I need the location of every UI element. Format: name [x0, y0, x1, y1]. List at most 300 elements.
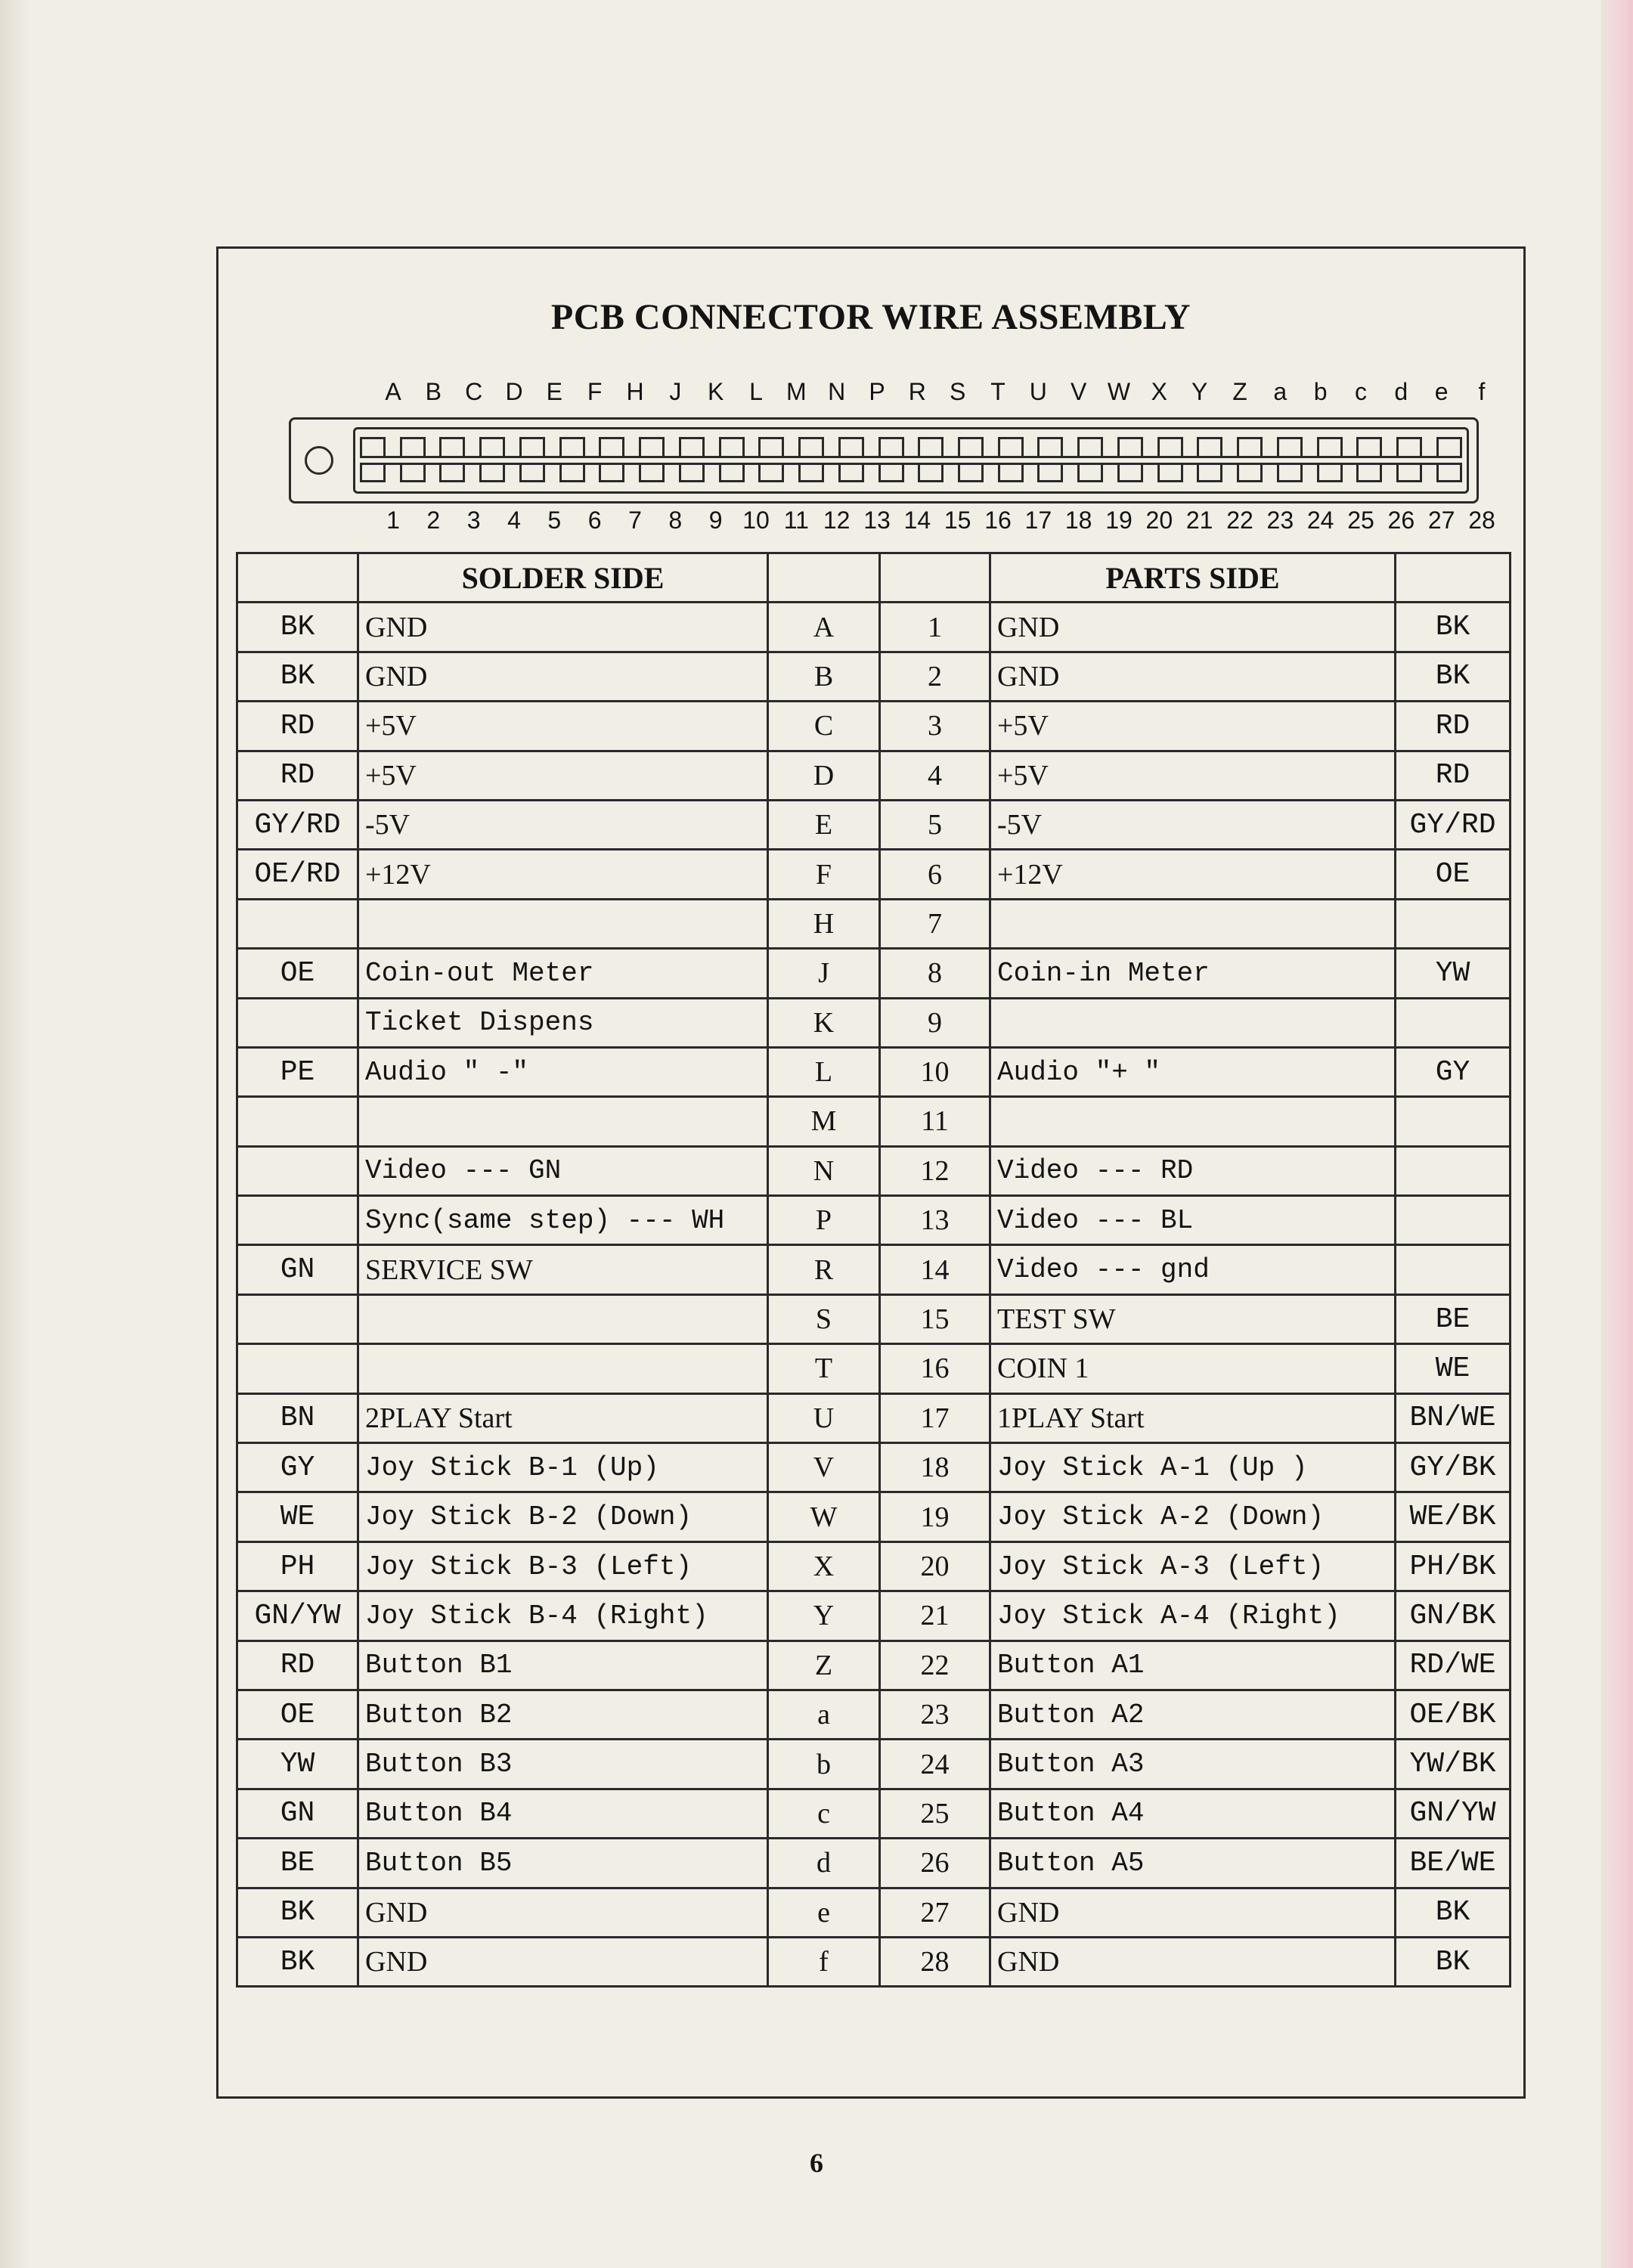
parts-function: Button A1 — [990, 1641, 1396, 1690]
parts-function: +12V — [990, 850, 1396, 899]
connector-pin — [1396, 437, 1422, 457]
pin-letter: K — [768, 998, 880, 1047]
connector-letter-label: V — [1070, 378, 1087, 405]
pin-letter: U — [768, 1393, 880, 1442]
parts-function: Button A3 — [990, 1740, 1396, 1789]
connector-pin — [798, 437, 824, 457]
connector-letter-label: L — [749, 378, 763, 405]
connector-letter-label: e — [1434, 378, 1449, 405]
parts-wire-color — [1396, 1196, 1511, 1245]
connector-pin — [439, 463, 465, 482]
pin-letter: L — [768, 1047, 880, 1096]
connector-number-label: 20 — [1145, 507, 1173, 534]
connector-pin — [679, 463, 705, 482]
table-row — [237, 1641, 1511, 1690]
connector-letter-label: H — [626, 378, 644, 405]
connector-pin — [1237, 437, 1263, 457]
solder-wire-color: GY/RD — [237, 800, 358, 849]
solder-function: -5V — [358, 800, 768, 849]
parts-function: Button A2 — [990, 1690, 1396, 1739]
parts-function: 1PLAY Start — [990, 1393, 1396, 1442]
connector-number-label: 9 — [708, 507, 723, 534]
connector-number-label: 2 — [426, 507, 441, 534]
solder-wire-color: RD — [237, 1641, 358, 1690]
connector-pin — [599, 437, 624, 457]
parts-wire-color: OE — [1396, 850, 1511, 899]
parts-wire-color: GY — [1396, 1047, 1511, 1096]
table-row — [237, 1888, 1511, 1937]
pin-number: 15 — [880, 1294, 990, 1343]
connector-pin — [798, 463, 824, 482]
connector-pin — [1037, 463, 1063, 482]
table-row — [237, 1740, 1511, 1789]
solder-wire-color — [237, 1196, 358, 1245]
connector-pin — [1197, 463, 1222, 482]
connector-pin — [958, 463, 984, 482]
connector-pin — [559, 437, 585, 457]
pin-number: 20 — [880, 1541, 990, 1591]
solder-function: Coin-out Meter — [358, 949, 768, 998]
parts-wire-color: OE/BK — [1396, 1690, 1511, 1739]
connector-pin — [360, 437, 386, 457]
connector-number-label: 16 — [984, 507, 1012, 534]
table-row — [237, 1690, 1511, 1739]
solder-function: Audio " -" — [358, 1047, 768, 1096]
parts-wire-color — [1396, 1245, 1511, 1294]
solder-wire-color: GN/YW — [237, 1591, 358, 1641]
connector-pin — [719, 437, 745, 457]
solder-wire-color: YW — [237, 1740, 358, 1789]
connector-pin — [838, 437, 864, 457]
pin-number: 7 — [880, 899, 990, 948]
pin-number: 6 — [880, 850, 990, 899]
pin-letter: J — [768, 949, 880, 998]
pin-letter: X — [768, 1541, 880, 1591]
connector-letter-label: D — [505, 378, 523, 405]
header-blank — [237, 553, 358, 603]
pin-number: 2 — [880, 652, 990, 701]
connector-number-label: 15 — [944, 507, 971, 534]
solder-wire-color: WE — [237, 1492, 358, 1541]
solder-wire-color — [237, 1294, 358, 1343]
pin-letter: Y — [768, 1591, 880, 1641]
solder-function: Button B4 — [358, 1789, 768, 1838]
connector-letter-label: U — [1029, 378, 1047, 405]
solder-wire-color: BE — [237, 1839, 358, 1888]
pin-letter: f — [768, 1937, 880, 1986]
connector-number-label: 17 — [1024, 507, 1052, 534]
header-blank — [880, 553, 990, 603]
pin-letter: E — [768, 800, 880, 849]
solder-function — [358, 899, 768, 948]
parts-wire-color: WE/BK — [1396, 1492, 1511, 1541]
connector-number-labels — [386, 507, 1495, 540]
table-row — [237, 1196, 1511, 1245]
parts-function: GND — [990, 603, 1396, 652]
connector-pin — [559, 463, 585, 482]
pin-letter: e — [768, 1888, 880, 1937]
solder-wire-color — [237, 1344, 358, 1393]
connector-letter-labels — [385, 378, 1486, 411]
connector-letter-label: W — [1107, 378, 1131, 405]
connector-number-label: 18 — [1064, 507, 1092, 534]
connector-pin — [479, 437, 505, 457]
solder-function — [358, 1344, 768, 1393]
connector-pin — [1277, 463, 1303, 482]
connector-pin — [838, 463, 864, 482]
connector-pins-top — [360, 437, 1462, 458]
connector-number-label: 19 — [1105, 507, 1133, 534]
solder-function: +12V — [358, 850, 768, 899]
table-row — [237, 1393, 1511, 1442]
parts-wire-color — [1396, 1146, 1511, 1195]
parts-wire-color: RD — [1396, 702, 1511, 751]
table-row — [237, 1839, 1511, 1888]
connector-pin — [1317, 463, 1343, 482]
connector-pin — [1117, 463, 1143, 482]
page-number: 6 — [810, 2148, 823, 2178]
table-row — [237, 1492, 1511, 1541]
connector-letter-label: R — [908, 378, 926, 405]
pin-letter: D — [768, 751, 880, 800]
pin-number: 10 — [880, 1047, 990, 1096]
solder-wire-color — [237, 1097, 358, 1146]
connector-pin — [998, 437, 1024, 457]
connector-pin — [639, 463, 665, 482]
pin-letter: A — [768, 603, 880, 652]
pin-number: 22 — [880, 1641, 990, 1690]
connector-pin — [400, 437, 426, 457]
parts-function: Video --- BL — [990, 1196, 1396, 1245]
solder-function: +5V — [358, 702, 768, 751]
parts-wire-color: YW/BK — [1396, 1740, 1511, 1789]
pin-number: 17 — [880, 1393, 990, 1442]
table-row — [237, 1591, 1511, 1641]
solder-function: Video --- GN — [358, 1146, 768, 1195]
connector-pin — [878, 463, 904, 482]
solder-function — [358, 1097, 768, 1146]
pin-number: 26 — [880, 1839, 990, 1888]
connector-pin — [1157, 463, 1183, 482]
solder-wire-color: OE — [237, 1690, 358, 1739]
table-row — [237, 1541, 1511, 1591]
parts-wire-color — [1396, 1097, 1511, 1146]
connector-pin — [360, 463, 386, 482]
pin-letter: R — [768, 1245, 880, 1294]
pin-number: 14 — [880, 1245, 990, 1294]
parts-function — [990, 899, 1396, 948]
pin-number: 16 — [880, 1344, 990, 1393]
pin-number: 13 — [880, 1196, 990, 1245]
connector-number-label: 12 — [823, 507, 851, 534]
connector-letter-label: Z — [1232, 378, 1247, 405]
connector-number-label: 23 — [1266, 507, 1294, 534]
connector-pin — [758, 463, 784, 482]
mounting-hole — [305, 446, 333, 475]
pin-number: 8 — [880, 949, 990, 998]
solder-wire-color: PE — [237, 1047, 358, 1096]
connector-pin — [1277, 437, 1303, 457]
connector-letter-label: b — [1313, 378, 1328, 405]
connector-pin — [1077, 437, 1103, 457]
solder-wire-color: BK — [237, 652, 358, 701]
pin-number: 23 — [880, 1690, 990, 1739]
parts-wire-color: WE — [1396, 1344, 1511, 1393]
connector-number-label: 28 — [1468, 507, 1495, 534]
connector-pin — [519, 437, 545, 457]
pin-number: 1 — [880, 603, 990, 652]
pin-number: 24 — [880, 1740, 990, 1789]
connector-body — [353, 427, 1469, 494]
parts-function: Audio "+ " — [990, 1047, 1396, 1096]
pin-number: 21 — [880, 1591, 990, 1641]
table-row — [237, 1443, 1511, 1492]
connector-pin — [479, 463, 505, 482]
table-row — [237, 800, 1511, 849]
connector-number-label: 10 — [742, 507, 770, 534]
parts-wire-color: RD — [1396, 751, 1511, 800]
pin-number: 4 — [880, 751, 990, 800]
page-edge — [1601, 0, 1633, 2268]
connector-number-label: 25 — [1347, 507, 1374, 534]
pin-letter: Z — [768, 1641, 880, 1690]
solder-function: Sync(same step) --- WH — [358, 1196, 768, 1245]
parts-wire-color: BE — [1396, 1294, 1511, 1343]
connector-pin — [1037, 437, 1063, 457]
connector-letter-label: M — [786, 378, 807, 405]
solder-function: Joy Stick B-4 (Right) — [358, 1591, 768, 1641]
connector-number-label: 26 — [1387, 507, 1415, 534]
parts-wire-color: PH/BK — [1396, 1541, 1511, 1591]
solder-wire-color: GN — [237, 1245, 358, 1294]
parts-wire-color: GN/BK — [1396, 1591, 1511, 1641]
pin-number: 19 — [880, 1492, 990, 1541]
table-header-row — [237, 553, 1511, 603]
pin-letter: T — [768, 1344, 880, 1393]
connector-letter-label: c — [1355, 378, 1367, 405]
connector-letter-label: a — [1273, 378, 1287, 405]
solder-wire-color: RD — [237, 702, 358, 751]
parts-wire-color: RD/WE — [1396, 1641, 1511, 1690]
connector-pin — [758, 437, 784, 457]
solder-side-header: SOLDER SIDE — [358, 553, 768, 603]
solder-function — [358, 1294, 768, 1343]
connector-pin — [719, 463, 745, 482]
parts-function — [990, 998, 1396, 1047]
connector-pins-bottom — [360, 463, 1462, 484]
connector-letter-label: F — [587, 378, 603, 405]
solder-wire-color — [237, 1146, 358, 1195]
connector-pin — [1436, 463, 1462, 482]
connector-pin — [1356, 463, 1382, 482]
solder-function: GND — [358, 1888, 768, 1937]
connector-pin — [679, 437, 705, 457]
parts-wire-color: BK — [1396, 652, 1511, 701]
connector-pin — [439, 437, 465, 457]
connector-pin — [958, 437, 984, 457]
table-row — [237, 751, 1511, 800]
solder-wire-color: OE/RD — [237, 850, 358, 899]
solder-function: SERVICE SW — [358, 1245, 768, 1294]
table-row — [237, 603, 1511, 652]
table-row — [237, 1245, 1511, 1294]
solder-function: Joy Stick B-1 (Up) — [358, 1443, 768, 1492]
connector-number-label: 3 — [466, 507, 481, 534]
connector-number-label: 8 — [668, 507, 683, 534]
connector-letter-label: d — [1394, 378, 1408, 405]
table-row — [237, 1146, 1511, 1195]
connector-pin — [1436, 437, 1462, 457]
connector-number-label: 27 — [1427, 507, 1455, 534]
header-blank — [768, 553, 880, 603]
connector-pin — [1117, 437, 1143, 457]
solder-wire-color: RD — [237, 751, 358, 800]
solder-function: +5V — [358, 751, 768, 800]
connector-letter-label: S — [949, 378, 966, 405]
pin-number: 9 — [880, 998, 990, 1047]
connector-pin — [400, 463, 426, 482]
parts-wire-color — [1396, 899, 1511, 948]
solder-function: Joy Stick B-2 (Down) — [358, 1492, 768, 1541]
header-blank — [1396, 553, 1511, 603]
connector-letter-label: Y — [1191, 378, 1208, 405]
connector-number-label: 21 — [1185, 507, 1213, 534]
parts-wire-color: BK — [1396, 1937, 1511, 1986]
connector-letter-label: B — [425, 378, 442, 405]
connector-number-label: 7 — [628, 507, 642, 534]
pin-number: 11 — [880, 1097, 990, 1146]
parts-wire-color: BE/WE — [1396, 1839, 1511, 1888]
connector-pin — [519, 463, 545, 482]
table-row — [237, 1937, 1511, 1986]
solder-wire-color — [237, 899, 358, 948]
parts-function — [990, 1097, 1396, 1146]
solder-function: 2PLAY Start — [358, 1393, 768, 1442]
connector-number-label: 1 — [386, 507, 400, 534]
parts-function: Button A4 — [990, 1789, 1396, 1838]
solder-function: Ticket Dispens — [358, 998, 768, 1047]
parts-function: Video --- gnd — [990, 1245, 1396, 1294]
connector-letter-label: T — [990, 378, 1006, 405]
pin-letter: d — [768, 1839, 880, 1888]
pin-letter: B — [768, 652, 880, 701]
connector-number-label: 24 — [1306, 507, 1334, 534]
parts-function: Video --- RD — [990, 1146, 1396, 1195]
table-row — [237, 1047, 1511, 1096]
parts-function: GND — [990, 1937, 1396, 1986]
table-row — [237, 702, 1511, 751]
connector-pin — [1356, 437, 1382, 457]
parts-wire-color: BN/WE — [1396, 1393, 1511, 1442]
table-row — [237, 1294, 1511, 1343]
connector-pin — [1157, 437, 1183, 457]
pin-number: 27 — [880, 1888, 990, 1937]
pin-number: 3 — [880, 702, 990, 751]
solder-wire-color: BK — [237, 1937, 358, 1986]
connector-pin — [878, 437, 904, 457]
parts-function: COIN 1 — [990, 1344, 1396, 1393]
connector-letter-label: E — [546, 378, 562, 405]
solder-wire-color: OE — [237, 949, 358, 998]
parts-function: Joy Stick A-2 (Down) — [990, 1492, 1396, 1541]
connector-pin — [998, 463, 1024, 482]
connector-pin — [1197, 437, 1222, 457]
edge-connector-diagram — [289, 417, 1479, 503]
pin-letter: C — [768, 702, 880, 751]
connector-letter-label: C — [465, 378, 483, 405]
solder-function: Button B1 — [358, 1641, 768, 1690]
connector-number-label: 5 — [547, 507, 562, 534]
connector-pin — [639, 437, 665, 457]
table-row — [237, 652, 1511, 701]
pin-letter: W — [768, 1492, 880, 1541]
connector-number-label: 6 — [587, 507, 602, 534]
pin-letter: F — [768, 850, 880, 899]
connector-letter-label: N — [828, 378, 846, 405]
parts-wire-color — [1396, 998, 1511, 1047]
table-row — [237, 1097, 1511, 1146]
connector-pin — [1077, 463, 1103, 482]
solder-wire-color: PH — [237, 1541, 358, 1591]
connector-letter-label: X — [1151, 378, 1167, 405]
connector-number-label: 14 — [903, 507, 931, 534]
pin-letter: c — [768, 1789, 880, 1838]
parts-function: Joy Stick A-1 (Up ) — [990, 1443, 1396, 1492]
solder-function: GND — [358, 652, 768, 701]
connector-letter-label: K — [707, 378, 724, 405]
connector-letter-label: J — [669, 378, 682, 405]
table-row — [237, 899, 1511, 948]
pin-letter: S — [768, 1294, 880, 1343]
pin-number: 25 — [880, 1789, 990, 1838]
solder-function: GND — [358, 603, 768, 652]
connector-pin — [599, 463, 624, 482]
connector-pin — [1317, 437, 1343, 457]
pin-number: 28 — [880, 1937, 990, 1986]
solder-function: Button B2 — [358, 1690, 768, 1739]
pin-number: 12 — [880, 1146, 990, 1195]
connector-pin — [918, 437, 944, 457]
solder-wire-color: GY — [237, 1443, 358, 1492]
solder-function: Button B5 — [358, 1839, 768, 1888]
parts-function: TEST SW — [990, 1294, 1396, 1343]
connector-number-label: 22 — [1226, 507, 1253, 534]
parts-wire-color: BK — [1396, 1888, 1511, 1937]
parts-function: Button A5 — [990, 1839, 1396, 1888]
table-row — [237, 998, 1511, 1047]
parts-wire-color: BK — [1396, 603, 1511, 652]
parts-function: Coin-in Meter — [990, 949, 1396, 998]
pin-letter: P — [768, 1196, 880, 1245]
parts-wire-color: GN/YW — [1396, 1789, 1511, 1838]
parts-function: Joy Stick A-4 (Right) — [990, 1591, 1396, 1641]
connector-number-label: 11 — [783, 507, 809, 534]
pin-letter: N — [768, 1146, 880, 1195]
page-title: PCB CONNECTOR WIRE ASSEMBLY — [550, 297, 1191, 337]
parts-function: +5V — [990, 702, 1396, 751]
parts-function: -5V — [990, 800, 1396, 849]
parts-side-header: PARTS SIDE — [990, 553, 1396, 603]
pin-letter: H — [768, 899, 880, 948]
pin-letter: M — [768, 1097, 880, 1146]
parts-function: GND — [990, 652, 1396, 701]
connector-pin — [1396, 463, 1422, 482]
connector-number-label: 4 — [507, 507, 521, 534]
parts-function: GND — [990, 1888, 1396, 1937]
connector-letter-label: P — [869, 378, 885, 405]
page-shadow — [0, 0, 30, 2268]
solder-wire-color: BN — [237, 1393, 358, 1442]
